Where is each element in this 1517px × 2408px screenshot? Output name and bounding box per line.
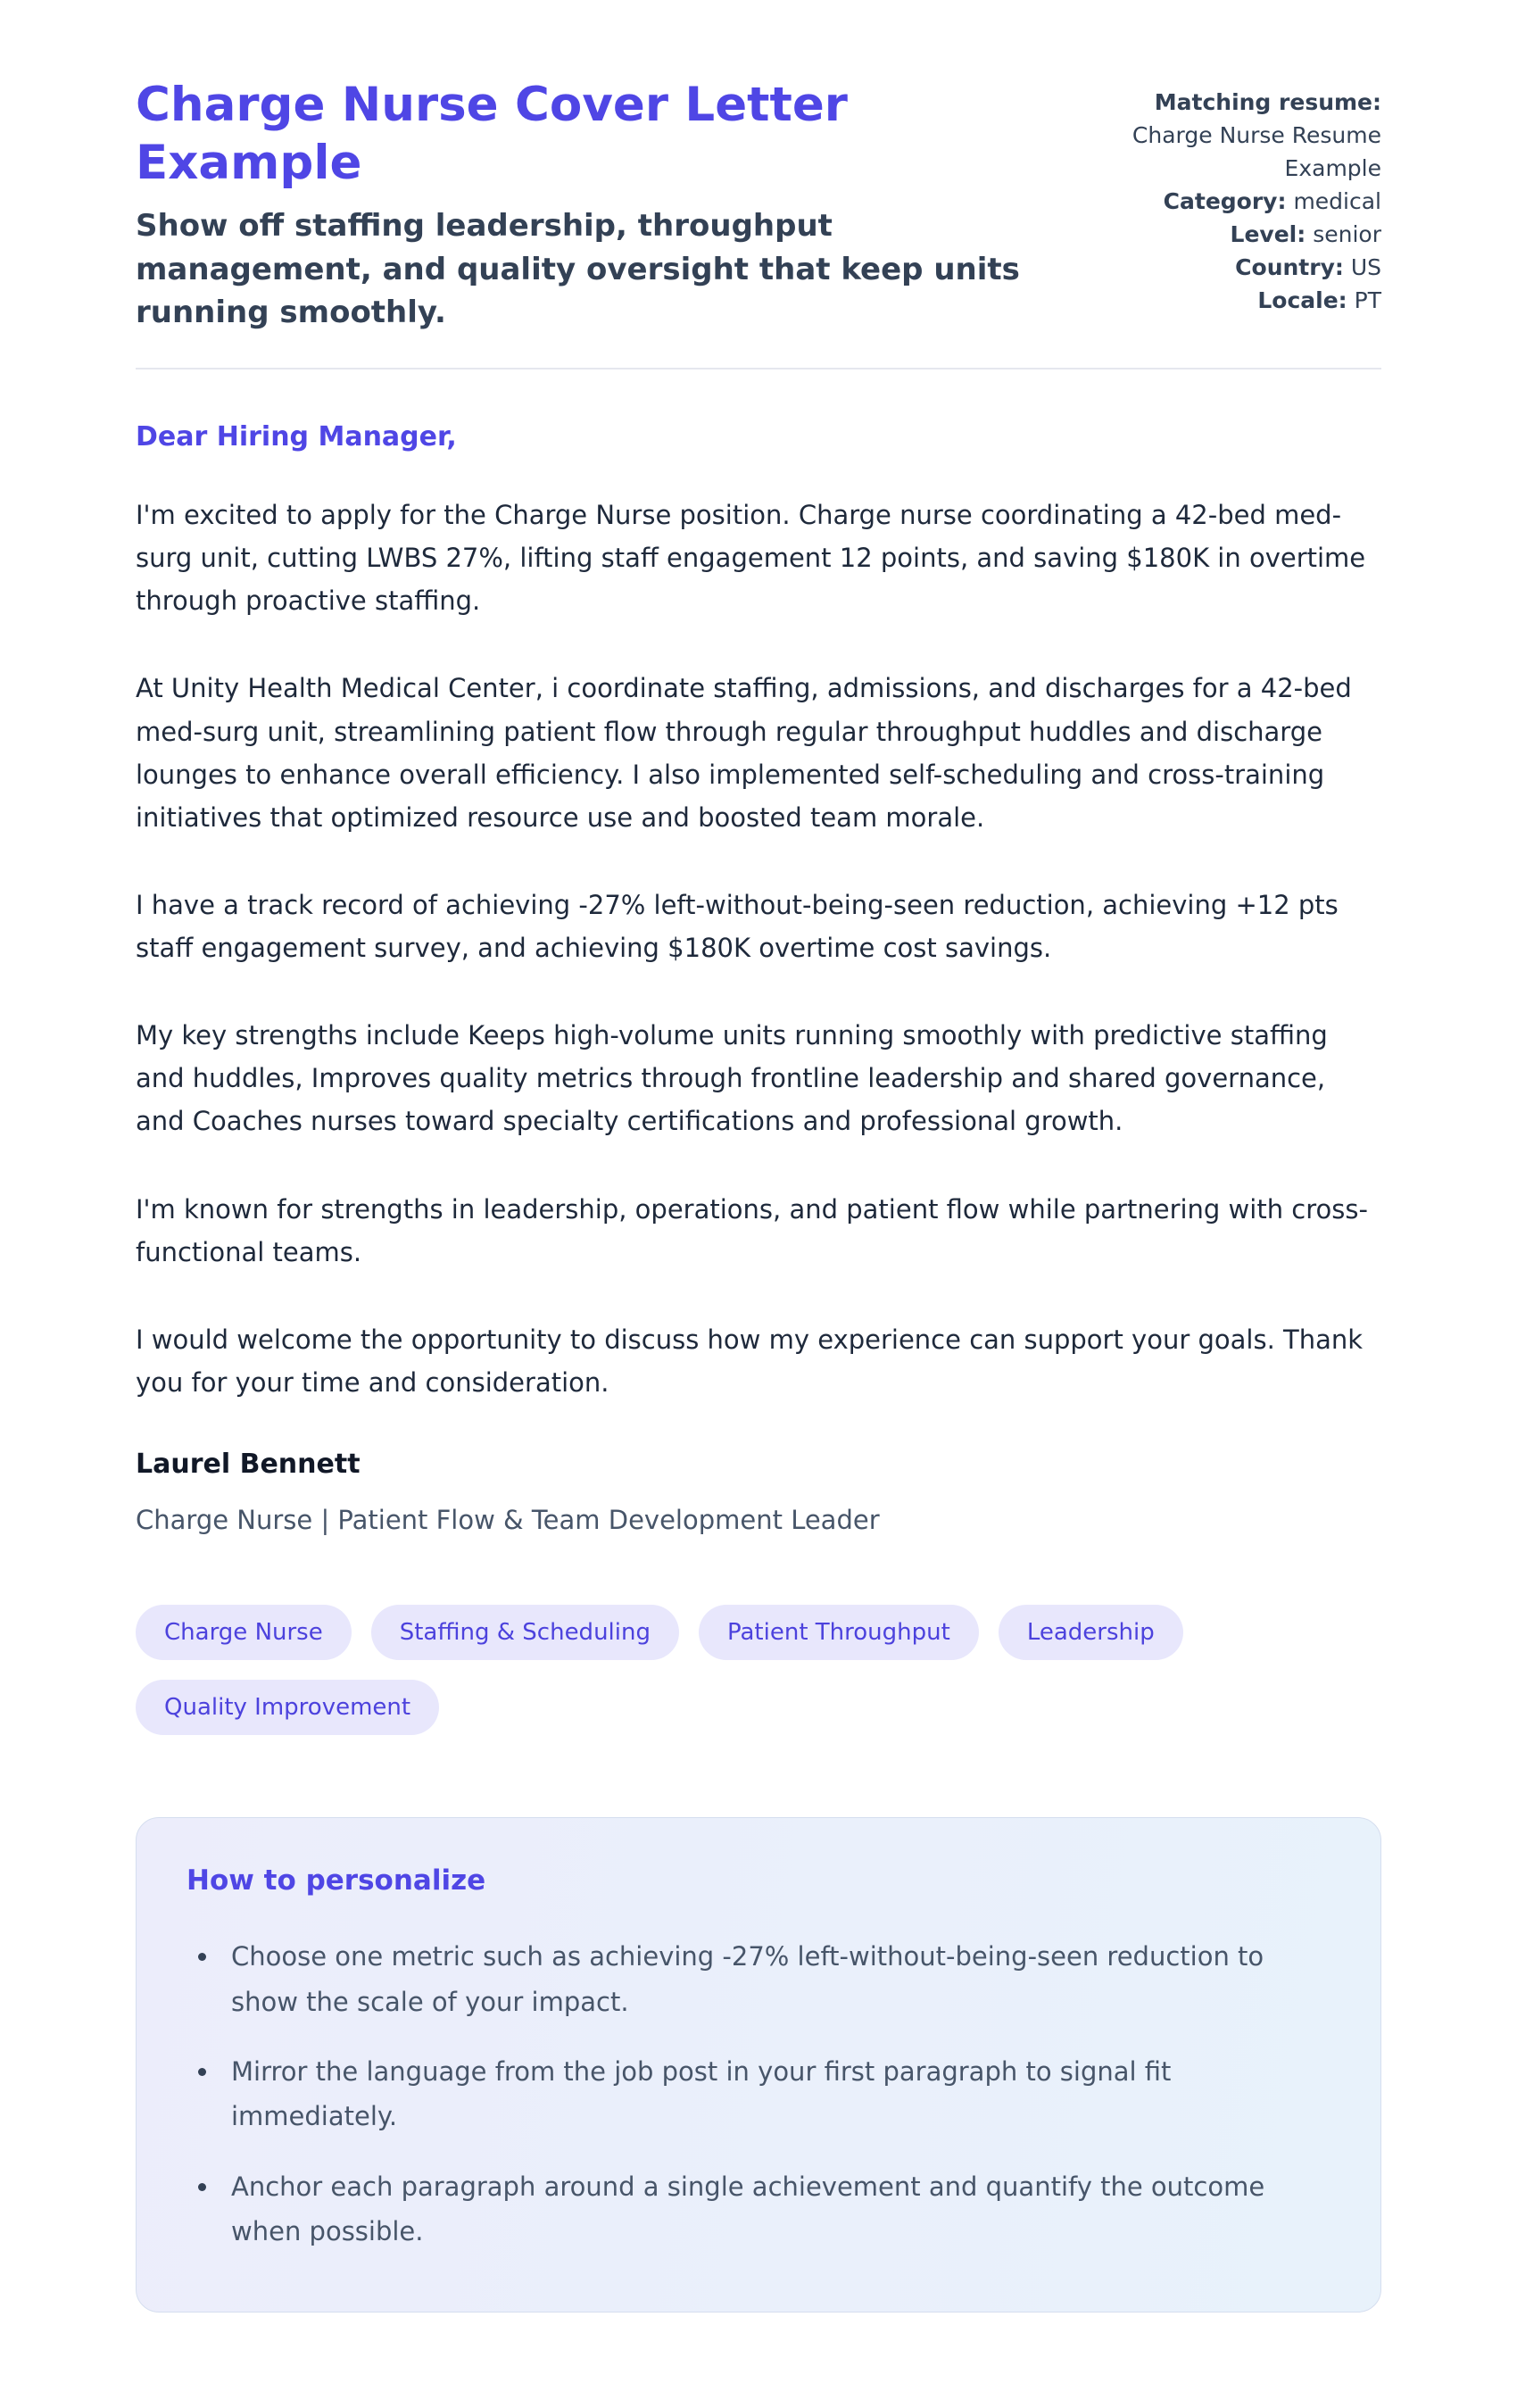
personalize-callout: [136, 1817, 1381, 2313]
meta-level: [1082, 218, 1381, 251]
meta-locale-value: PT: [1354, 287, 1381, 313]
letter-paragraph-3: I have a track record of achieving -27% left-without-being-seen reduction, achieving +12 pts staff engagement survey, and achieving $180K overtime cost savings.: [136, 889, 1339, 964]
letter-paragraph-5: I'm known for strengths in leadership, operations, and patient flow while partnering with cross-functional teams.: [136, 1193, 1368, 1267]
callout-bullet-3: • Anchor each paragraph around a single achievement and quantify the outcome when possible.: [220, 2164, 1330, 2254]
callout-bullet-1: • Choose one metric such as achieving -27% left-without-being-seen reduction to show the scale of your impact.: [220, 1934, 1330, 2024]
meta-matching-resume-label: Matching resume:: [1154, 89, 1381, 115]
page-header: [136, 77, 1381, 334]
meta-matching-resume: [1082, 86, 1381, 185]
callout-bullet-list: [187, 1934, 1330, 2254]
header-title-block: [136, 77, 1055, 334]
letter-greeting: Dear Hiring Manager,: [136, 421, 457, 453]
cover-letter-page: [136, 0, 1381, 2398]
letter-body: [136, 421, 1381, 1535]
tag-quality-improvement: Quality Improvement: [136, 1680, 439, 1735]
letter-paragraph-2: At Unity Health Medical Center, i coordinate staffing, admissions, and discharges for a 42-bed med-surg unit, streamlining patient flow through regular throughput huddles and discharge lounges to enhance overall efficiency. I also implemented self-scheduling and cross-training initiatives that optimized resource use and boosted team morale.: [136, 673, 1352, 833]
meta-country-value: US: [1350, 254, 1381, 280]
meta-category-label: Category:: [1163, 188, 1287, 214]
meta-country: [1082, 251, 1381, 284]
signature-name: Laurel Bennett: [136, 1449, 361, 1481]
meta-country-label: Country:: [1235, 254, 1344, 280]
meta-category-value: medical: [1293, 188, 1381, 214]
meta-locale-label: Locale:: [1257, 287, 1347, 313]
callout-title: How to personalize: [187, 1864, 486, 1897]
meta-level-label: Level:: [1230, 221, 1306, 247]
resume-meta-panel: [1082, 77, 1381, 317]
signature-role: Charge Nurse | Patient Flow & Team Development Leader: [136, 1505, 880, 1536]
meta-matching-resume-value: Charge Nurse Resume Example: [1132, 122, 1381, 181]
callout-bullet-2: • Mirror the language from the job post in your first paragraph to signal fit immediately.: [220, 2049, 1330, 2139]
tag-list: [136, 1605, 1381, 1735]
meta-level-value: senior: [1313, 221, 1381, 247]
meta-locale: [1082, 284, 1381, 317]
tag-patient-throughput: Patient Throughput: [699, 1605, 979, 1660]
letter-paragraph-6: I would welcome the opportunity to discuss how my experience can support your goals. Thank you for your time and consideration.: [136, 1324, 1364, 1398]
page-subtitle: Show off staffing leadership, throughput management, and quality oversight that keep units running smoothly.: [136, 208, 1020, 330]
page-title: Charge Nurse Cover Letter Example: [136, 78, 848, 190]
letter-paragraph-1: I'm excited to apply for the Charge Nurse position. Charge nurse coordinating a 42-bed med-surg unit, cutting LWBS 27%, lifting staff engagement 12 points, and saving $180K in overtime through proactive staffing.: [136, 500, 1366, 617]
tag-charge-nurse: Charge Nurse: [136, 1605, 352, 1660]
letter-paragraph-4: My key strengths include Keeps high-volume units running smoothly with predictive staffing and huddles, Improves quality metrics through frontline leadership and shared governance, and Coaches nurses toward specialty certifications and professional growth.: [136, 1020, 1328, 1137]
tag-staffing-scheduling: Staffing & Scheduling: [371, 1605, 679, 1660]
tag-leadership: Leadership: [999, 1605, 1183, 1660]
header-divider: [136, 368, 1381, 370]
signature-block: [136, 1449, 1381, 1535]
meta-category: [1082, 185, 1381, 218]
